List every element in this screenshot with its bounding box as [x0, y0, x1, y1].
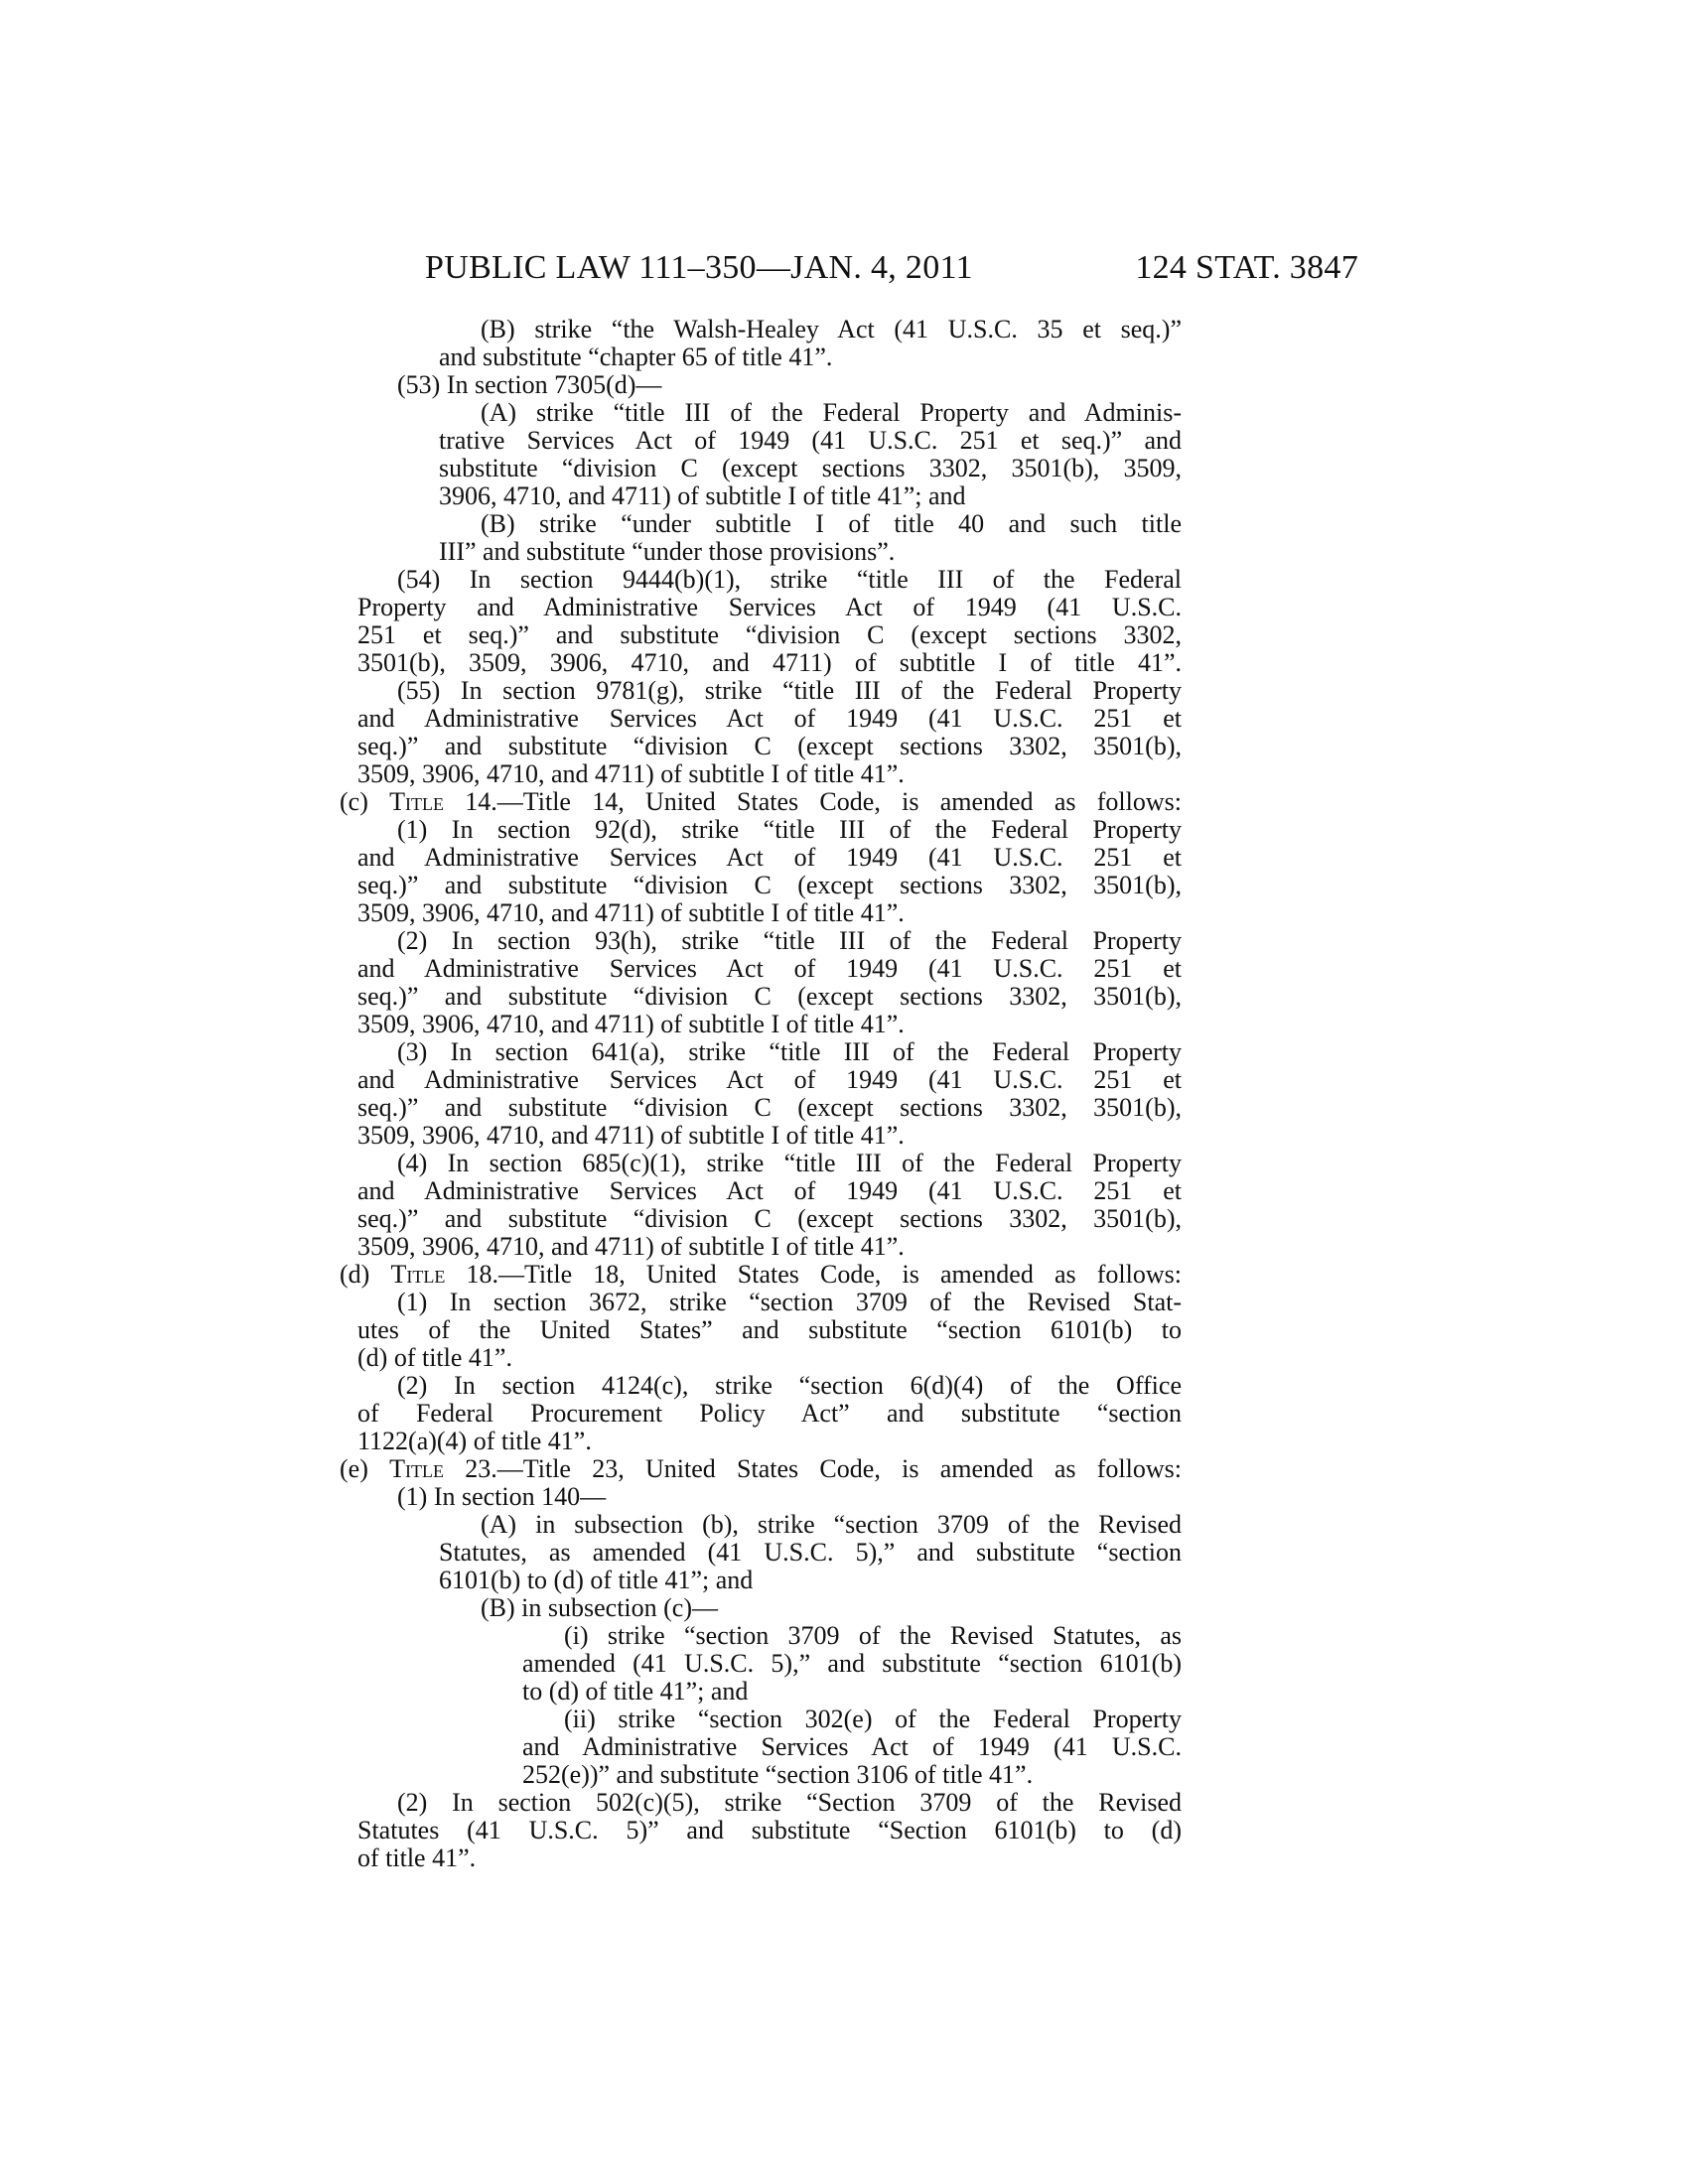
text-line: (B) strike “under subtitle I of title 40 and such title: [481, 509, 1182, 538]
text-line: 3509, 3906, 4710, and 4711) of subtitle I of title 41”.: [357, 1121, 905, 1150]
statute-page-number: 124 STAT. 3847: [1135, 249, 1358, 286]
text-line: Property and Administrative Services Act of 1949 (41 U.S.C.: [357, 593, 1182, 621]
text-line: 1122(a)(4) of title 41”.: [357, 1427, 592, 1455]
text-line: trative Services Act of 1949 (41 U.S.C. 251 et seq.)” and: [439, 426, 1182, 455]
text-line: Statutes (41 U.S.C. 5)” and substitute “Section 6101(b) to (d): [357, 1816, 1182, 1844]
public-law-citation: PUBLIC LAW 111–350—JAN. 4, 2011: [425, 249, 973, 286]
statute-body: [340, 315, 1182, 1872]
text-line: utes of the United States” and substitute “section 6101(b) to: [357, 1315, 1182, 1344]
text-line: 3509, 3906, 4710, and 4711) of subtitle I of title 41”.: [357, 1010, 905, 1038]
text-line: amended (41 U.S.C. 5),” and substitute “section 6101(b): [522, 1649, 1182, 1678]
text-line: (i) strike “section 3709 of the Revised Statutes, as: [564, 1621, 1182, 1650]
text-line: (d) Title 18.—Title 18, United States Code, is amended as follows:: [340, 1260, 1182, 1289]
text-line: and Administrative Services Act of 1949 (41 U.S.C. 251 et: [357, 954, 1182, 983]
title-heading: Title 23: [389, 1454, 492, 1483]
text-line: 3501(b), 3509, 3906, 4710, and 4711) of subtitle I of title 41”.: [357, 648, 1182, 677]
text-line: (53) In section 7305(d)—: [397, 370, 662, 399]
text-line: (d) of title 41”.: [357, 1343, 512, 1372]
text-line: and Administrative Services Act of 1949 (41 U.S.C. 251 et: [357, 704, 1182, 733]
text-line: (B) in subsection (c)—: [481, 1593, 719, 1622]
page-header: [425, 248, 1358, 288]
text-line: and Administrative Services Act of 1949 (41 U.S.C. 251 et: [357, 1176, 1182, 1205]
text-line: 252(e))” and substitute “section 3106 of title 41”.: [522, 1760, 1034, 1789]
text-line: 3509, 3906, 4710, and 4711) of subtitle I of title 41”.: [357, 759, 905, 788]
text-line: III” and substitute “under those provisions”.: [439, 537, 896, 566]
text-line: and Administrative Services Act of 1949 (41 U.S.C. 251 et: [357, 1065, 1182, 1094]
text-line: (e) Title 23.—Title 23, United States Code, is amended as follows:: [340, 1454, 1182, 1483]
text-line: of title 41”.: [357, 1843, 477, 1872]
text-line: seq.)” and substitute “division C (except sections 3302, 3501(b),: [357, 982, 1182, 1011]
text-line: 3906, 4710, and 4711) of subtitle I of title 41”; and: [439, 481, 966, 510]
text-line: (3) In section 641(a), strike “title III of the Federal Property: [397, 1037, 1182, 1066]
text-line: (1) In section 3672, strike “section 3709 of the Revised Stat-: [397, 1288, 1182, 1316]
text-line: (1) In section 140—: [397, 1482, 607, 1511]
text-line: of Federal Procurement Policy Act” and substitute “section: [357, 1399, 1182, 1428]
text-line: and substitute “chapter 65 of title 41”.: [439, 342, 833, 371]
text-line: (2) In section 93(h), strike “title III of the Federal Property: [397, 926, 1182, 955]
text-line: substitute “division C (except sections 3302, 3501(b), 3509,: [439, 454, 1182, 482]
text-line: (A) strike “title III of the Federal Property and Adminis-: [481, 398, 1182, 427]
text-line: 251 et seq.)” and substitute “division C (except sections 3302,: [357, 620, 1182, 649]
text-line: (2) In section 4124(c), strike “section 6(d)(4) of the Office: [397, 1371, 1182, 1400]
text-line: (B) strike “the Walsh-Healey Act (41 U.S.C. 35 et seq.)”: [481, 315, 1182, 343]
text-line: 3509, 3906, 4710, and 4711) of subtitle I of title 41”.: [357, 898, 905, 927]
text-line: (A) in subsection (b), strike “section 3709 of the Revised: [481, 1510, 1182, 1539]
text-line: 6101(b) to (d) of title 41”; and: [439, 1566, 754, 1594]
text-line: seq.)” and substitute “division C (except sections 3302, 3501(b),: [357, 871, 1182, 899]
text-line: and Administrative Services Act of 1949 (41 U.S.C.: [522, 1732, 1182, 1761]
text-line: (ii) strike “section 302(e) of the Federal Property: [564, 1705, 1182, 1733]
title-heading: Title 14: [389, 787, 492, 816]
text-line: (54) In section 9444(b)(1), strike “title III of the Federal: [397, 565, 1182, 594]
text-line: to (d) of title 41”; and: [522, 1677, 749, 1706]
text-line: seq.)” and substitute “division C (except sections 3302, 3501(b),: [357, 732, 1182, 760]
text-line: seq.)” and substitute “division C (except sections 3302, 3501(b),: [357, 1093, 1182, 1122]
title-heading: Title 18: [390, 1260, 492, 1289]
text-line: Statutes, as amended (41 U.S.C. 5),” and substitute “section: [439, 1538, 1182, 1567]
text-line: (1) In section 92(d), strike “title III of the Federal Property: [397, 815, 1182, 844]
text-line: (2) In section 502(c)(5), strike “Section 3709 of the Revised: [397, 1788, 1182, 1817]
text-line: (55) In section 9781(g), strike “title III of the Federal Property: [397, 676, 1182, 705]
text-line: 3509, 3906, 4710, and 4711) of subtitle I of title 41”.: [357, 1232, 905, 1261]
text-line: (4) In section 685(c)(1), strike “title III of the Federal Property: [397, 1149, 1182, 1177]
text-line: (c) Title 14.—Title 14, United States Code, is amended as follows:: [340, 787, 1182, 816]
text-line: and Administrative Services Act of 1949 (41 U.S.C. 251 et: [357, 843, 1182, 872]
text-line: seq.)” and substitute “division C (except sections 3302, 3501(b),: [357, 1204, 1182, 1233]
